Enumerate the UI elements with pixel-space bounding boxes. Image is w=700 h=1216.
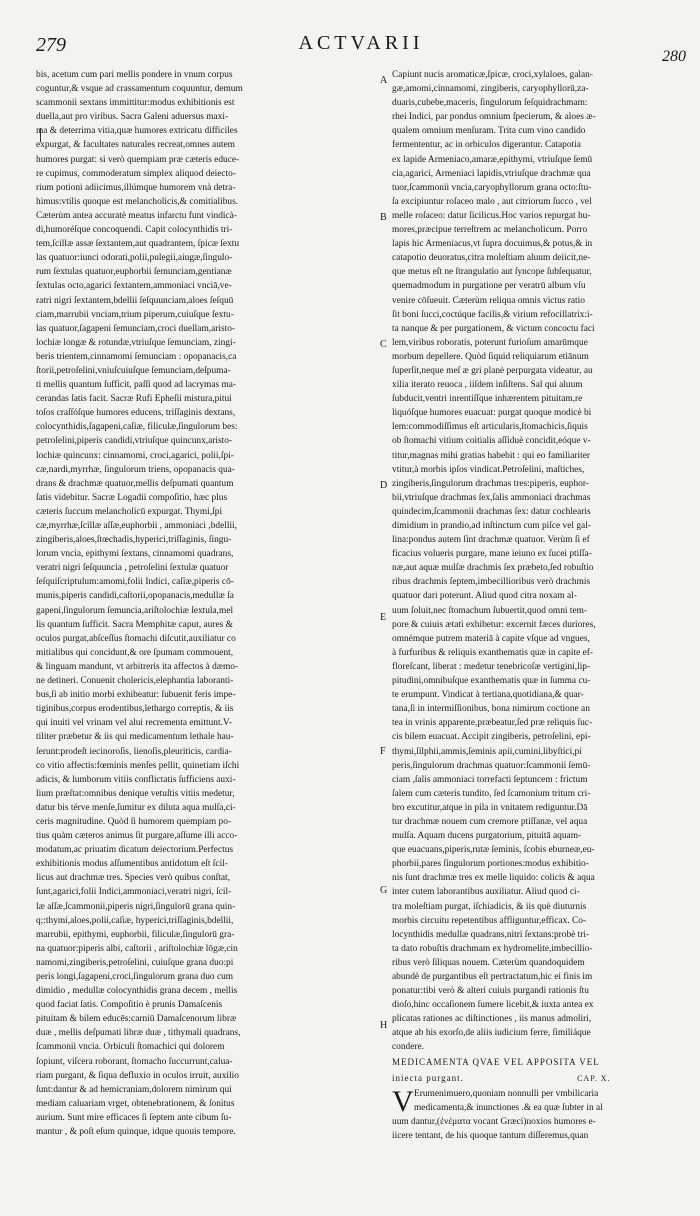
margin-letter: H: [380, 1020, 388, 1031]
text-line: ratri nigri ſextantem,bdellii ſeſquunciam,aloes ſeſquū: [36, 295, 234, 306]
text-line: ſeſquiſcriptulum:amomi,folii Indici, caſiæ,piperis cō-: [36, 577, 234, 588]
text-line: ſubducit,ventri inrentiſſque inhærentem pituitam,re: [392, 394, 583, 405]
text-line: ob ſtomachi vitium coitialis aſſiduè concidit,eóque v-: [392, 436, 591, 447]
text-line: locynthidis medullæ quadrans,nitri ſextans:probè tri-: [392, 929, 590, 940]
text-line: tiliter præbetur & iis qui medicamentum lethale hau-: [36, 732, 234, 743]
text-line: humores purgat: si verò quempiam præ cæteris educe-: [36, 154, 240, 165]
margin-letter: F: [380, 746, 386, 757]
text-line: lem:commodiſſimus eſt articularis,ſtomachicis,ſiquis: [392, 422, 588, 433]
text-line: mediam caluariam vrget, obtenebrationem, & ſonitus: [36, 1098, 235, 1109]
text-line: ſextulas octo,agarici ſextantem,ammoniaci vnciā,ve-: [36, 281, 232, 292]
text-line: expurgat, & facultates naturales recreat,omnes autem: [36, 140, 235, 151]
text-line: morbis circuitu repetentibus affliguntur,efficax. Co-: [392, 915, 587, 926]
text-line: na quatuor:piperis albi, caſtorii , ariſtolochiæ lōgæ,cin: [36, 943, 238, 954]
text-line: ſit boni ſucci,coctúque facilis,& virium refocillatrix:i-: [392, 309, 593, 320]
text-line: ta dato robuſtis drachmam ex hydromelite,imbecillio-: [392, 943, 593, 954]
text-line: bro excutitur,atque in pila in vnitatem rediguntur.Dā: [392, 802, 588, 813]
text-line: bus,ſi ab initio morbi exhibeatur: ſubuenit feris impe-: [36, 690, 236, 701]
text-line: inter cutem laborantibus auxiliatur. Aliud quod ci-: [392, 887, 580, 898]
text-line: modatum,ac priuatim dicatum deiectorium.Perfectus: [36, 845, 234, 856]
text-line: mantur , & poſt eſum quinque, idque quouis tempore.: [36, 1127, 236, 1138]
text-line: ti mellis quantum ſufficit, paſſi quod ad lacrymas ma-: [36, 380, 237, 391]
text-line: colocynthidis,ſagapeni,caſiæ, filiculæ,ſingulorum bes:: [36, 422, 238, 433]
text-line: exhibitionis modus aſſumentibus antidotum eſt ſcil-: [36, 859, 228, 870]
text-line: quindecim,ſcammonii drachmas ſex: datur cochlearis: [392, 506, 591, 517]
text-line: ceris magnitudine. Quòd ſi humorem quempiam po-: [36, 816, 232, 827]
text-line: bis, acetum cum pari mellis pondere in vnum corpus: [36, 70, 233, 80]
text-line: zingiberis,aloes,ſtœchadis,hyperici,triſſaginis, ſingu-: [36, 535, 232, 546]
text-line: cæ,myrrhæ,ſcillæ aſſæ,euphorbii , ammoniaci ,bdellii,: [36, 521, 238, 531]
text-line: re cupimus, commoderatum simplex aliquod deiecto-: [36, 168, 236, 179]
text-line: cia,agarici, Armeniaci lapidis,vtriuſque drachmæ qua: [392, 168, 591, 179]
text-line: gapeni,ſingulorum ſemuncia,ariſtolochiæ ſextula,mel: [36, 605, 234, 616]
text-line: læ aſſæ,ſcammonii,piperis nigri,ſingulorū grana quin-: [36, 901, 236, 912]
text-line: uum dantur,(ἐνέματα vocant Græci)noxios humores e-: [392, 1116, 596, 1127]
text-line: plicatas rationes ac diſtinctiones , iis manus admoliri,: [392, 1014, 592, 1025]
text-line: fermententur, ac in orbiculos digerantur. Catapotia: [392, 140, 581, 151]
right-column: [392, 68, 692, 1143]
margin-letter: A: [380, 75, 388, 86]
text-line: duæ , mellis deſpumati libræ duæ , tithymali quadrans,: [36, 1028, 241, 1039]
text-line: mitialibus qui concidunt,& ore ſpumam commouent,: [36, 647, 234, 658]
margin-letter: C: [380, 339, 387, 350]
text-line: Cæterùm antea accuratè meatus infarctu funt vindicà-: [36, 210, 237, 221]
drop-cap: V: [392, 1084, 414, 1118]
text-line: coguntur,& vsque ad crassamentum coquuntur, demum: [36, 84, 243, 95]
text-line: lina:pondus autem ſint drachmæ quatuor. Verùm ſi ef: [392, 535, 590, 546]
text-line: duaris,cubebe,maceris, ſingulorum ſeſquidrachmam:: [392, 98, 588, 109]
text-line: phorbii,pares ſingulorum portiones:modus exhibitio-: [392, 859, 589, 870]
text-line: cæ,nardi,myrrhæ, ſingulorum triens, opopanacis qua-: [36, 464, 235, 475]
text-line: lochiæ longæ & rotundæ,vtriuſque ſemunciam, zingi-: [36, 337, 236, 348]
text-line: lium præſtat:omnibus denique vetuſtis vitiis medetur,: [36, 788, 235, 799]
text-line: toſos craſſóſque humores educens, triſſaginis dextans,: [36, 408, 236, 419]
page-header: [36, 30, 686, 65]
text-line: Erumenimuero,quoniam nonnulli per vmbilicaria: [414, 1088, 599, 1099]
text-line: qualem omnium menſuram. Trita cum vino candido: [392, 126, 586, 137]
text-line: q;:thymi,aloes,polii,caſiæ, hyperici,triſſaginis,bdellii,: [36, 915, 234, 926]
text-line: titur,magnas mihi gratias habebit : qui eo familiariter: [392, 450, 591, 461]
text-line: ribus drachmis ſeptem,imbecillioribus verò drachmis: [392, 577, 591, 588]
text-line: las quatuor,ſagapeni ſemunciam,croci duellam,aristo-: [36, 323, 236, 334]
text-line: rhei Indici, par pondus omnium ſpecierum, & aloes æ-: [392, 112, 596, 123]
text-line: tur drachmæ nouem cum cremore ptiſſanæ, vel aqua: [392, 816, 588, 827]
text-line: tea in vrinis apparente,præbeatur,ſed præ reliquis ſuc-: [392, 718, 593, 729]
text-line: las quatuor:iunci odorati,polii,pulegii,aiugæ,ſingulo-: [36, 253, 233, 264]
text-line: iicere tentant, de his quoque tantum diſſeremus,quan: [392, 1130, 589, 1141]
text-line: datur bis térve menſe,ſumitur ex diluta aqua mulſa,ci-: [36, 802, 236, 813]
text-line: pore & cuiuis ætati exhibetur: excernit fæces duriores,: [392, 619, 596, 630]
text-line: peris,ſingulorum drachmas quatuor:ſcammonii ſemū-: [392, 760, 591, 771]
text-line: qui inuiti vel vrinam vel alui recrementa emittunt.V-: [36, 718, 232, 729]
text-line: scammonii sextans immittitur:modus exhibitionis est: [36, 98, 235, 109]
text-line: uum ſoluit,nec ſtomachum ſubuertit,quod omni tem-: [392, 605, 588, 616]
text-line: tius quàm cæteros animus ſit purgare,aſſume illi acco-: [36, 831, 238, 842]
text-line: quod faciat ſatis. Compoſitio è prunis Damaſcenis: [36, 1000, 223, 1011]
text-line: abundè de purgantibus eſt pertractatum,hic ei finis im: [392, 972, 593, 982]
text-line: Capiunt nucis aromaticæ,ſpicæ, croci,xylaloes, galan-: [392, 70, 593, 80]
text-line: ſatis videbitur. Sacræ Logadii compoſitio, hæc plus: [36, 492, 228, 503]
text-line: riam purgant, & ſiqua defluxio in oculos irruit, auxilio: [36, 1070, 239, 1081]
text-line: gæ,amomi,cinnamomi, zingiberis, caryophyllorū,za-: [392, 84, 589, 95]
text-line: que metus eſt ne ſtrangulatio aut ſyncope ſubſequatur,: [392, 267, 592, 278]
text-line: ſopiunt, viſcera roborant, ſtomacho ſuccurrunt,calua-: [36, 1056, 233, 1067]
text-line: ſunt,agarici,folii Indici,ammoniaci,veratri nigri, ſcil-: [36, 887, 232, 898]
text-line: drans & drachmæ quatuor,mellis deſpumati quantum: [36, 478, 234, 489]
text-line: oculos purgat,abſceſſus ſtomachi diſcutit,auxiliatur co: [36, 633, 236, 644]
text-line: dioſo,hinc occaſionem ſumere licebit,& iuxta antea ex: [392, 1000, 594, 1011]
text-line: thymi,ſilphii,ammis,ſeminis apii,cumini,libyſtici,pi: [392, 746, 582, 757]
margin-letter: E: [380, 612, 387, 623]
text-line: marrubii, epithymi, euphorbii, filiculæ,ſingulorū gra-: [36, 929, 235, 940]
chapter-heading-text: MEDICAMENTA QVAE VEL APPOSITA VEL: [392, 1056, 600, 1067]
text-line: quatuor dari poterunt. Aliud quod citra noxam al-: [392, 591, 577, 602]
text-line: ſerunt:prodeſt iecinoroſis, lienoſis,pleuriticis, cardia-: [36, 746, 232, 757]
text-line: mulſa. Aquam ducens purgatorium, pituitā aquam-: [392, 831, 582, 842]
text-line: medicamenta,& inunctiones .& ea quæ ſubter in al: [414, 1102, 603, 1113]
chapter-heading-line-2: [392, 1071, 692, 1087]
text-line: lis quantum ſufficit. Sacra Memphitæ caput, aures &: [36, 619, 233, 630]
text-line: omnémque putrem materiā à capite vſque ad vngues,: [392, 633, 590, 644]
text-line: cæteris ſuccum melancholicū expurgat. Thymi,ſpi: [36, 506, 223, 517]
text-line: lochiæ quincunx: cinnamomi, croci,agarici, polii,ſpi-: [36, 450, 234, 461]
text-line: ſa excipiuntur roſaceo malo , aut citriorum ſucco , vel: [392, 196, 592, 207]
chapter-heading: [392, 1055, 692, 1071]
text-line: aurium. Sunt mire efficaces ſi ſeptem ante cibum ſu-: [36, 1112, 232, 1123]
text-line: nis ſunt drachmæ tres ex melle liquido: colicis & aqua: [392, 873, 595, 884]
left-column: [36, 68, 378, 1139]
text-line: mores,præcipue terreſtrem ac melancholicum. Porro: [392, 225, 588, 236]
chapter-lines: [392, 1084, 692, 1143]
text-line: vtitur,à morbis ipſos vindicat.Petroſelini, maſtiches,: [392, 464, 585, 475]
text-line: himus:vtilis quoque est melancholicis,& comitialibus.: [36, 196, 239, 207]
text-line: ponatur:tibi verò & alteri cuiuis purgandi rationis ſtu: [392, 986, 589, 997]
text-line: tuor,ſcammonii vncia,caryophyllorum grana octo:ſtu-: [392, 182, 592, 193]
text-line: petroſelini,piperis candidi,vtriuſque quincunx,aristo-: [36, 436, 233, 447]
text-line: ſunt:dantur & ad hemicraniam,dolorem nimirum qui: [36, 1084, 232, 1095]
text-line: ficacius volueris purgare, mane ieiuno ex ſucei ptiſſa-: [392, 549, 592, 560]
text-line: cis bilem euacuat. Accipit zingiberis, petroſelini, epi-: [392, 732, 591, 743]
text-line: à furfuribus & reliquis exanthematis quæ in capite ef-: [392, 647, 593, 658]
text-line: tana,ſi in intermiſſionibus, bona nimirum coctione an: [392, 704, 590, 715]
text-line: ſtorii,petroſelini,vniuſcuiuſque ſemunciam,deſpuma-: [36, 365, 231, 376]
text-line: venire cōſueuit. Cæterùm reliqua omnis victus ratio: [392, 295, 585, 306]
text-line: ſalem cum cæteris tundito, ſed ſcamonium tritum cri-: [392, 788, 591, 799]
text-line: di,humoréſque concoquendi. Capit colocynthidis tri-: [36, 225, 233, 236]
text-line: rum ſextulas quatuor,euphorbii ſemunciam,gentianæ: [36, 267, 232, 278]
text-line: catapotio deuoratus,citra moleſtiam aluum deiicit,ne-: [392, 253, 591, 264]
text-line: adicis, & lumborum vitiis conflictatis ſufficiens auxi-: [36, 774, 236, 785]
text-line: zingiberis,ſingulorum drachmas tres:piperis, euphor-: [392, 478, 589, 489]
text-line: co vitio affectis:fœminis menſes pellit, quinetiam iſchi: [36, 760, 240, 771]
text-line: munis,piperis candidi,caſtorii,opopanacis,medullæ ſa: [36, 591, 234, 602]
running-head: ACTVARII: [298, 32, 424, 54]
text-line: duella,aut pro viribus. Sacra Galeni aduersus maxi-: [36, 112, 229, 123]
text-line: quemadmodum in purgatione per veratrū album vſu: [392, 281, 586, 292]
chapter-number: CAP. X.: [577, 1073, 611, 1083]
text-line: melle roſaceo: datur ſicilicus.Hoc varios repurgat hu-: [392, 210, 591, 221]
right-column-lines: [392, 68, 692, 1055]
text-line: tem,ſcillæ assæ ſextantem,aut quadrantem, ſpicæ ſextu: [36, 239, 240, 250]
text-line: veratri nigri ſeſquuncia , petroſelini ſextulæ quatuor: [36, 563, 229, 574]
text-line: ciam,marrubii vnciam,trium piperum,cuiuſque ſextu-: [36, 309, 234, 320]
text-line: licus aut drachmæ tres. Species verò quibus conſtat,: [36, 873, 230, 884]
text-line: ex lapide Armeniaco,amaræ,epithymi, vtriuſque ſemū: [392, 154, 593, 165]
text-line: lem,viribus roboratis, poterunt furioſum amarūmque: [392, 337, 588, 348]
text-line: ma & deterrima vitia,quæ humores extricatu difficiles: [36, 126, 238, 137]
text-line: næ,aut aquæ mulſæ drachmis ſex præbeto,ſed robuſtio: [392, 563, 594, 574]
text-line: morbum depellere. Quòd ſiquid reliquiarum etiānum: [392, 351, 589, 362]
text-line: ne detineri. Conuenit cholericis,elephantia laboranti-: [36, 676, 234, 687]
text-line: & linguam mandunt, vt arbitreris ita affectos à dæmo-: [36, 661, 239, 672]
text-line: pitudini,omnibuſque exanthematis quæ in ſumma cu-: [392, 676, 591, 687]
text-line: ſuperſit,neque meſ æ gri planè perpurgata videatur, au: [392, 365, 593, 376]
text-line: floreſcant, liberat : medetur tenebricoſæ vertigini,lip-: [392, 661, 591, 672]
text-line: rium potioni adiicimus,illúmque humorem vnà detra-: [36, 182, 236, 193]
text-line: dimidio , medullæ colocynthidis grana decem , mellis: [36, 986, 238, 997]
margin-letter: D: [380, 480, 388, 491]
text-line: xilia iterato reuoca , iiſdem inſiſtens. Sal qui aluum: [392, 380, 583, 391]
page-number-left: 279: [36, 34, 66, 56]
chapter-body: [392, 1084, 692, 1143]
text-line: lorum vncia, epithymi ſextans, cinnamomi quadrans,: [36, 549, 234, 560]
page-number-right: 280: [662, 48, 686, 65]
text-line: ta nanque & per purgationem, & victum concoctu faci: [392, 323, 595, 334]
text-line: tra moleſtiam purgat, iſchiadicis, & iis què diuturnis: [392, 901, 587, 912]
text-line: atque ab his exorſo,de aliis iudicium ferre, ſimiliáque: [392, 1028, 591, 1039]
text-line: que euacuans,piperis,rutæ ſeminis, ſcobis eburneæ,eu-: [392, 845, 595, 856]
margin-letter: B: [380, 212, 387, 223]
text-line: dimidium in prandio,ad inſtinctum cum piſce vel gal-: [392, 521, 591, 531]
text-line: tiginibus,corpus erodentibus,lethargo correptis, & iis: [36, 704, 234, 715]
margin-letter: G: [380, 885, 388, 896]
text-line: te erumpunt. Vindicat à tertiana,quotidiana,& quar-: [392, 690, 584, 701]
text-line: ribus verò ſiliquas nouem. Cæterùm quandoquidem: [392, 957, 585, 968]
text-line: cerandas ſatis facit. Sacræ Rufi Epheſii mistura,pitui: [36, 394, 232, 405]
text-line: beris trientem,cinnamomi ſemunciam : opopanacis,ca: [36, 351, 237, 362]
text-line: ciam ,ſalis ammoniaci torrefacti ſeptuncem : frictum: [392, 774, 588, 785]
chapter-heading-text-2: iniecta purgant.: [392, 1072, 464, 1083]
text-line: peris longi,ſagapeni,croci,ſingulorum grana duo cum: [36, 972, 234, 982]
text-line: pituitam & bilem educēs:carniū Damaſcenorum libræ: [36, 1014, 237, 1025]
text-line: bii,vtriuſque drachmas ſex,ſalis ammoniaci drachmas: [392, 492, 591, 503]
text-line: ſcammonii vncia. Orbiculi ſtomachici qui dolorem: [36, 1042, 225, 1053]
text-line: namomi,zingiberis,petroſelini, cuiuſque grana duo:pi: [36, 957, 234, 968]
text-line: liquóſque humores euacuat: purgat quoque modicè bi: [392, 408, 592, 419]
text-line: lapis hic Armeniacus,vt ſupra docuimus,& potus,& in: [392, 239, 593, 250]
text-line: condere.: [392, 1042, 425, 1053]
